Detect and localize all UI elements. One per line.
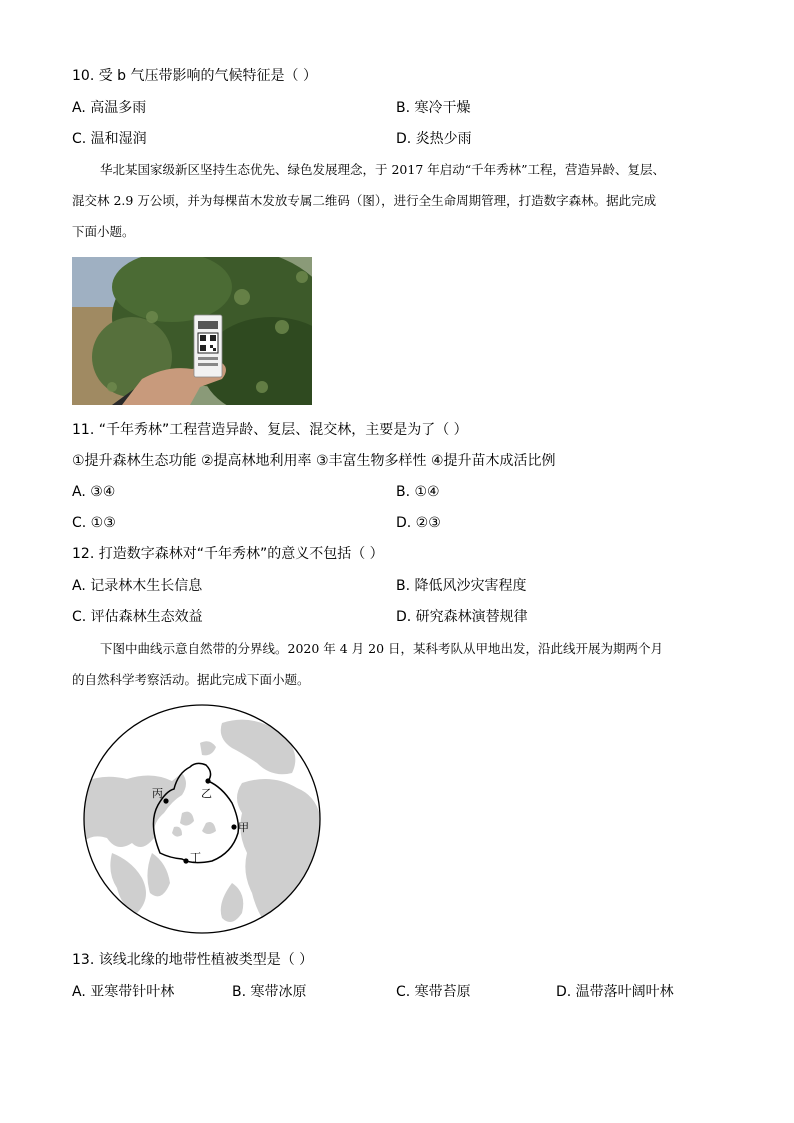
passage2-line-2: 的自然科学考察活动。据此完成下面小题。 xyxy=(72,672,310,687)
passage1-line-2: 混交林 2.9 万公顷，并为每棵苗木发放专属二维码（图），进行全生命周期管理，打造数字森林。据此完成 xyxy=(72,193,657,208)
q12-option-d[interactable]: D. 研究森林演替规律 xyxy=(396,609,528,625)
q10-option-c[interactable]: C. 温和湿润 xyxy=(72,131,147,147)
q13-stem: 13. 该线北缘的地带性植被类型是（ ） xyxy=(72,952,314,968)
q13-option-a[interactable]: A. 亚寒带针叶林 xyxy=(72,984,175,1000)
polar-map xyxy=(82,703,322,935)
label-ding: 丁 xyxy=(190,851,201,864)
q12-option-a[interactable]: A. 记录林木生长信息 xyxy=(72,578,203,594)
label-yi: 乙 xyxy=(201,787,212,800)
label-jia: 甲 xyxy=(238,821,249,834)
q11-stem: 11. “千年秀林”工程营造异龄、复层、混交林，主要是为了（ ） xyxy=(72,422,468,438)
q12-option-c[interactable]: C. 评估森林生态效益 xyxy=(72,609,203,625)
label-bing: 丙 xyxy=(152,787,163,800)
q13-option-d[interactable]: D. 温带落叶阔叶林 xyxy=(556,984,674,1000)
q12-stem: 12. 打造数字森林对“千年秀林”的意义不包括（ ） xyxy=(72,546,384,562)
q11-option-d[interactable]: D. ②③ xyxy=(396,515,441,531)
q11-option-b[interactable]: B. ①④ xyxy=(396,484,440,500)
q10-option-d[interactable]: D. 炎热少雨 xyxy=(396,131,472,147)
passage1-line-1: 华北某国家级新区坚持生态优先、绿色发展理念，于 2017 年启动“千年秀林”工程，营造异龄、复层、 xyxy=(100,162,666,177)
q11-option-c[interactable]: C. ①③ xyxy=(72,515,116,531)
passage1-line-3: 下面小题。 xyxy=(72,224,135,239)
q11-option-a[interactable]: A. ③④ xyxy=(72,484,116,500)
q11-choices: ①提升森林生态功能 ②提高林地利用率 ③丰富生物多样性 ④提升苗木成活比例 xyxy=(72,453,556,469)
q10-option-a[interactable]: A. 高温多雨 xyxy=(72,100,147,116)
passage2-line-1: 下图中曲线示意自然带的分界线。2020 年 4 月 20 日，某科考队从甲地出发，沿此线开展为期两个月 xyxy=(100,641,664,656)
q13-option-b[interactable]: B. 寒带冰原 xyxy=(232,984,307,1000)
q10-option-b[interactable]: B. 寒冷干燥 xyxy=(396,100,471,116)
q13-option-c[interactable]: C. 寒带苔原 xyxy=(396,984,471,1000)
q10-stem: 10. 受 b 气压带影响的气候特征是（ ） xyxy=(72,68,317,84)
qr-tag-photo xyxy=(72,257,312,405)
q12-option-b[interactable]: B. 降低风沙灾害程度 xyxy=(396,578,527,594)
